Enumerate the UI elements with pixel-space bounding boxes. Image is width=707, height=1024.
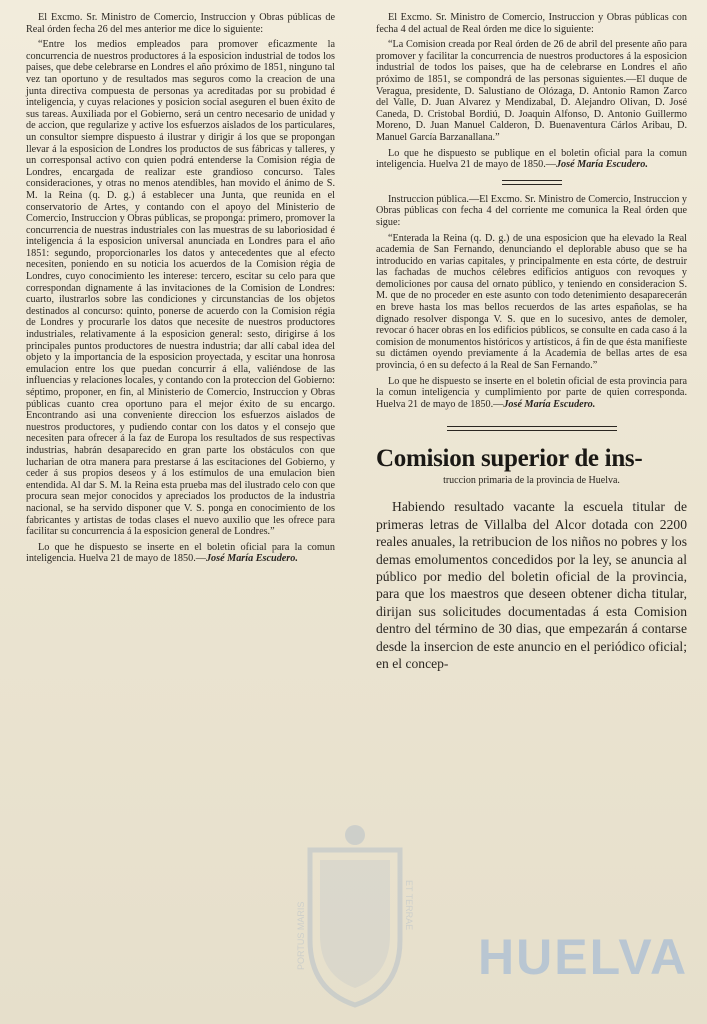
decree-body: “Entre los medios empleados para promover eficazmente la concurrencia de nuestros productores á la esposicion industrial de todos los paises, que debe celebrarse en Londres el año próximo de 1851, ninguno tal vez tan oportuno y de resultados mas seguros como la creacion de una junta directiva compuesta de personas ya acreditadas por su probidad é inteligencia, y cuyas relaciones y posicion social aseguren el buen éxito de sus tareas. Auxiliada por el Gobierno, será un centro necesario de unidad y de accion, que regularize y active los esfuerzos aislados de los particulares, un consultor siempre dispuesto á ilustrar y dirigir á los que se propongan llevar á la esposicion de Londres los productos de sus fábricas y talleres, y un corresponsal activo con quien podrá entenderse la Comision régia de Londres, encargada de realizar este grandioso concurso. Tales consideraciones, y otras no menos atendibles, han movido el ánimo de S. M. la Reina (q. D. g.) á establecer una Junta, que reunida en el conservatorio de Artes, y contando con el apoyo del Ministerio de Comercio, Instruccion y Obras públicas, se proponga: primero, promover la concurrencia de nuestras industriales con las muestras de su laboriosidad é inteligencia á la esposicion universal anunciada en Londres para el año 1851: segundo, proporcionarles los datos y antecedentes que al efecto necesiten, poniendo en su noticia los acuerdos de la Comision régia de Londres, cuyo conocimiento les interese: tercero, escitar su celo para que correspondan dignamente á las invitaciones de la Comision de Londres: cuarto, ilustrarlos sobre las condiciones y circunstancias de los objetos destinados al concurso: quinto, ponerse de acuerdo con la Comision régia de Londres y procurarle los datos que necesite de nuestros productores industriales, relativamente á la esposicion general: sesto, dirigirse á los principales puntos productores de nuestra industria; dar allí cabal idea del objeto y la importancia de la esposicion proyectada, y escitar una honrosa emulacion entre los que puedan concurrir á ella, valiéndose de las influencias y relaciones locales, y contando con la proteccion del Gobierno: séptimo, proponer, en fin, al Ministerio de Comercio, Instruccion y Obras públicas cuanto crea oportuno para el mejor éxito de su encargo. Encontrando asi una conveniente direccion los esfuerzos aislados de nuestros productores, y pudiendo contar con los datos y el consejo que necesiten para ofrecer á la faz de Europa los resultados de sus respectivas industrias, habrán desaparecido en gran parte los obstáculos con que lucharian de otra manera para prestarse á las escitaciones del Gobierno, y ceder á sus propios deseos y á los estímulos de una emulacion bien entendida. Al dar S. M. la Reina esta prueba mas del ilustrado celo con que procura sean mejor conocidos y apreciados los productos de la industria nacional, se ha servido disponer que V. S. ponga en conocimiento de los fabricantes y artistas de todas clases el nuevo auxilio que les ofrece para facilitar su concurrencia á la esposicion general de Londres.” [26, 39, 335, 538]
commission-intro: El Excmo. Sr. Ministro de Comercio, Instruccion y Obras públicas con fecha 4 del actual de Real órden me dice lo siguiente: [376, 12, 687, 35]
watermark-side-text: PORTUS MARIS [296, 901, 306, 970]
section-divider [502, 180, 562, 185]
commission-closing-text: Lo que he dispuesto se publique en el boletin oficial para la comun inteligencia. Huelva 21 de mayo de 1850. [376, 147, 687, 171]
section-subheading: truccion primaria de la provincia de Huelva. [443, 475, 620, 487]
signature: José María Escudero. [503, 398, 596, 410]
instruction-body: “Enterada la Reina (q. D. g.) de una esposicion que ha elevado la Real academia de San Fernando, denunciando el deplorable abuso que se ha introducido en varias capitales, y principalmente en esta córte, de destruir las fachadas de muchos célebres edificios antiguos con revoques y demoliciones por causa del ornato público, y teniendo en consideracion S. M. que de no proceder en este asunto con todo detenimiento desaparecerán en breve hasta los mas bellos recuerdos de las artes españolas, se ha dignado resolver disponga V. S. que en lo sucesivo, antes de demoler, revocar ó hacer obras en los edificios públicos, se consulte en cada caso á la comision de monumentos históricos y artísticos, á fin de que ésta manifieste su dictámen oyendo previamente á la Academia de bellas artes de esa provincia, ó en su defecto á la Real de San Fernando.” [376, 232, 687, 372]
instruction-closing-text: Lo que he dispuesto se inserte en el boletin oficial de esta provincia para la comun inteligencia y cumplimiento por parte de quien corresponda. Huelva 21 de mayo de 1850. [376, 375, 687, 410]
vacancy-announcement: Habiendo resultado vacante la escuela titular de primeras letras de Villalba del Alcor dotada con 2200 reales anuales, la retribucion de los niños no pobres y los demas emolumentos concedidos por la ley, se anuncia al público por medio del boletin oficial de la provincia, para que los maestros que deseen obtener dicha titular, dirijan sus solicitudes documentadas á esta Comision dentro del término de 30 dias, que empezarán á contarse desde la insercion de este anuncio en el periódico oficial; en el concep- [376, 499, 687, 672]
signature: José María Escudero. [555, 159, 648, 171]
watermark-text: HUELVA [478, 929, 689, 985]
decree-closing: Lo que he dispuesto se inserte en el boletin oficial para la comun inteligencia. Huelva 21 de mayo de 1850.—José María Escudero. [26, 541, 335, 565]
left-column [26, 12, 335, 565]
instruction-intro: Instruccion pública.—El Excmo. Sr. Ministro de Comercio, Instruccion y Obras públicas con fecha 4 del corriente me comunica la Real órden que sigue: [376, 193, 687, 228]
decree-closing-text: Lo que he dispuesto se inserte en el boletin oficial para la comun inteligencia. Huelva 21 de mayo de 1850. [26, 541, 335, 565]
section-divider [447, 426, 617, 431]
instruction-closing: Lo que he dispuesto se inserte en el boletin oficial de esta provincia para la comun inteligencia y cumplimiento por parte de quien corresponda. Huelva 21 de mayo de 1850.—José María Escudero. [376, 375, 687, 410]
right-column [376, 12, 687, 672]
coat-of-arms-watermark [296, 820, 414, 1010]
crown-ornament [345, 825, 365, 845]
decree-intro: El Excmo. Sr. Ministro de Comercio, Instruccion y Obras públicas de Real órden fecha 26 del mes anterior me dice lo siguiente: [26, 12, 335, 35]
commission-closing: Lo que he dispuesto se publique en el boletin oficial para la comun inteligencia. Huelva 21 de mayo de 1850.—José María Escudero. [376, 147, 687, 171]
watermark-side-text: ET TERRAE [404, 880, 414, 931]
commission-members: “La Comision creada por Real órden de 26 de abril del presente año para promover y facilitar la concurrencia de nuestros productores á la esposicion industrial de todos los paises, que ha de celebrarse en Londres el año próximo de 1851, se compondrá de las personas siguientes.—El duque de Veragua, presidente, D. Salustiano de Olózaga, D. Antonio Ramon Zarco del Valle, D. Juan Alvarez y Mendizabal, D. Alejandro Olivan, D. José Caneda, D. Cristobal Bordiú, D. Joaquin Alfonso, D. Antonio Guillermo Moreno, D. Juan Manuel Calderon, D. Buenaventura Cárlos Aribau, D. Manuel García Barzanallana.” [376, 39, 687, 143]
shield-outline [310, 850, 400, 1005]
section-heading: Comision superior de ins- [376, 445, 643, 473]
shield-fill [320, 860, 390, 988]
signature: José María Escudero. [205, 553, 298, 565]
